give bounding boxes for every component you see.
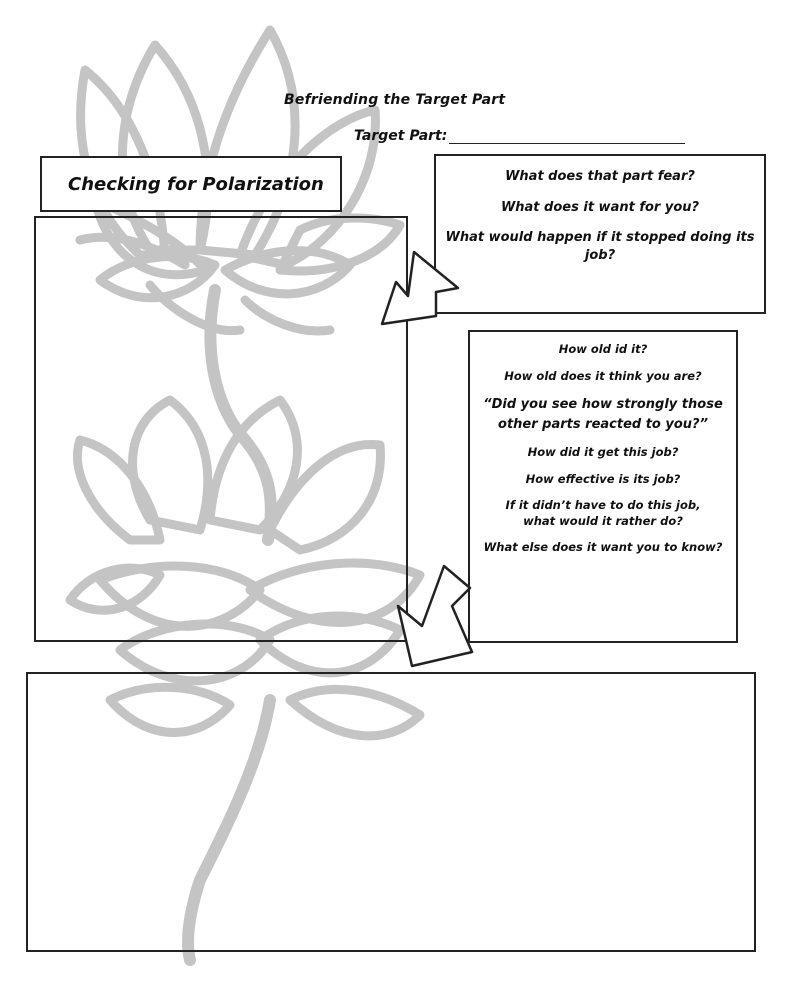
target-part-field <box>354 128 685 144</box>
question: If it didn’t have to do this job, what would it rather do? <box>505 498 701 528</box>
page-title: Befriending the Target Part <box>284 92 506 108</box>
section-heading: Checking for Polarization <box>68 173 324 195</box>
question: What would happen if it stopped doing its job? <box>445 230 755 263</box>
question: How old does it think you are? <box>504 368 702 383</box>
question: What does it want for you? <box>500 199 700 215</box>
question: What does that part fear? <box>505 169 695 184</box>
question-box-2 <box>468 330 738 643</box>
question: How did it get this job? <box>527 445 679 460</box>
section-heading-box <box>40 156 342 212</box>
question: How old id it? <box>558 342 648 356</box>
question-box-1 <box>434 154 766 314</box>
writing-area-upper[interactable] <box>34 216 408 642</box>
target-part-label: Target Part: <box>354 128 448 144</box>
arrow-down-left-icon <box>374 248 464 332</box>
question: “Did you see how strongly those other parts reacted to you?” <box>483 397 723 432</box>
arrow-down-left-icon <box>394 562 484 670</box>
writing-area-lower[interactable] <box>26 672 756 952</box>
question: What else does it want you to know? <box>483 540 723 555</box>
question: How effective is its job? <box>525 471 681 486</box>
target-part-blank[interactable] <box>449 129 685 144</box>
